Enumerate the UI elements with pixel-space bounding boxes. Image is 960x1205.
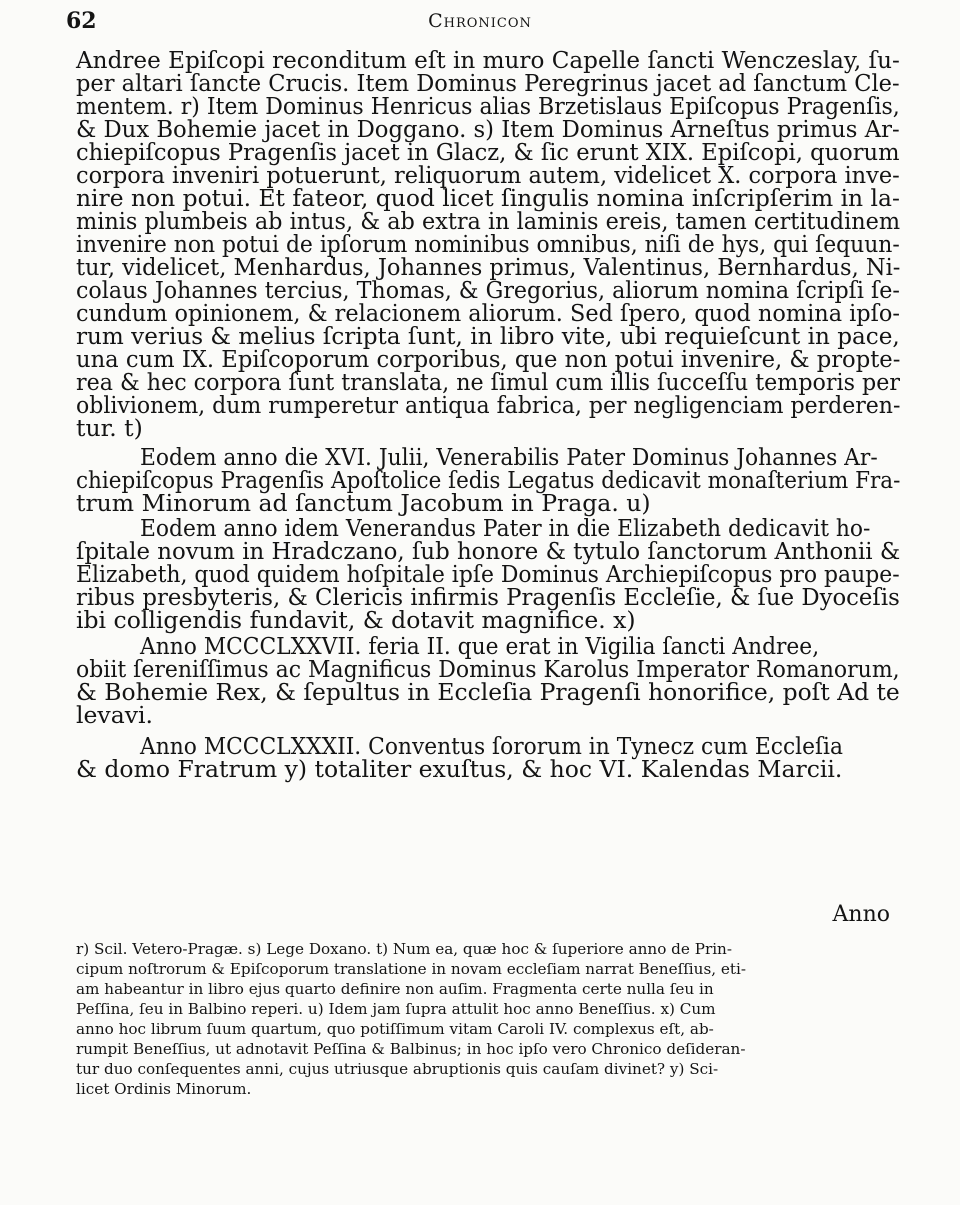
body-line: Anno MCCCLXXXII. Conventus ſororum in Tynecz cum Eccleſia [140, 732, 844, 760]
body-line: ſpitale novum in Hradczano, ſub honore & tytulo ſanctorum Anthonii & [76, 537, 901, 565]
footnote-line: anno hoc librum ſuum quartum, quo potiſſimum vitam Caroli IV. complexus eſt, ab- [76, 1020, 714, 1038]
footnote-line: r) Scil. Vetero-Pragæ. s) Lege Doxano. t) Num ea, quæ hoc & ſuperiore anno de Prin- [76, 940, 732, 958]
body-line: cundum opinionem, & relacionem aliorum. Sed ſpero, quod nomina ipſo- [76, 299, 900, 327]
catchword: Anno [832, 902, 890, 927]
body-line: levavi. [76, 701, 153, 729]
body-line: oblivionem, dum rumperetur antiqua fabrica, per negligenciam perderen- [76, 391, 901, 419]
body-line: Eodem anno die XVI. Julii, Venerabilis Pater Dominus Johannes Ar- [140, 443, 878, 471]
body-line: obiit ſereniſſimus ac Magnificus Dominus Karolus Imperator Romanorum, [76, 655, 900, 683]
body-line: ribus presbyteris, & Clericis infirmis Pragenſis Eccleſie, & ſue Dyoceſis [76, 583, 900, 611]
body-line: rea & hec corpora ſunt translata, ne ſimul cum illis ſucceſſu temporis per [76, 368, 900, 396]
body-line: trum Minorum ad ſanctum Jacobum in Praga. u) [76, 489, 651, 517]
footnote-line: am habeantur in libro ejus quarto definire non auſim. Fragmenta certe nulla ſeu in [76, 980, 714, 998]
body-line: ibi colligendis fundavit, & dotavit magnifice. x) [76, 606, 636, 634]
body-line: tur, videlicet, Menhardus, Johannes primus, Valentinus, Bernhardus, Ni- [76, 253, 901, 281]
footnote-line: rumpit Beneſſius, ut adnotavit Peſſina & Balbinus; in hoc ipſo vero Chronico deſideran- [76, 1040, 746, 1058]
body-line: rum verius & melius ſcripta ſunt, in libro vite, ubi requieſcunt in pace, [76, 322, 900, 350]
page-number: 62 [66, 8, 97, 34]
body-line: nire non potui. Et fateor, quod licet ſingulis nomina inſcripſerim in la- [76, 184, 900, 212]
body-line: Elizabeth, quod quidem hoſpitale ipſe Dominus Archiepiſcopus pro paupe- [76, 560, 900, 588]
body-line: invenire non potui de ipſorum nominibus omnibus, niſi de hys, qui ſequun- [76, 230, 900, 258]
body-line: chiepiſcopus Pragenſis jacet in Glacz, & ſic erunt XIX. Epiſcopi, quorum [76, 138, 900, 166]
body-line: & Dux Bohemie jacet in Doggano. s) Item Dominus Arneſtus primus Ar- [76, 115, 900, 143]
body-line: per altari ſancte Crucis. Item Dominus Peregrinus jacet ad ſanctum Cle- [76, 69, 900, 97]
running-title: Chronicon [428, 10, 532, 32]
body-line: una cum IX. Epiſcoporum corporibus, que non potui invenire, & propte- [76, 345, 901, 373]
body-line: chiepiſcopus Pragenſis Apoſtolice ſedis Legatus dedicavit monaſterium Fra- [76, 466, 901, 494]
body-line: colaus Johannes tercius, Thomas, & Gregorius, aliorum nomina ſcripſi ſe- [76, 276, 900, 304]
body-line: minis plumbeis ab intus, & ab extra in laminis ereis, tamen certitudinem [76, 207, 901, 235]
body-line: Anno MCCCLXXVII. feria II. que erat in Vigilia ſancti Andree, [140, 632, 820, 660]
footnote-line: Peſſina, ſeu in Balbino reperi. u) Idem jam ſupra attulit hoc anno Beneſſius. x) Cum [76, 1000, 716, 1018]
footnote-line: cipum noſtrorum & Epiſcoporum translatione in novam eccleſiam narrat Beneſſius, eti- [76, 960, 746, 978]
body-line: tur. t) [76, 414, 143, 442]
body-line: Eodem anno idem Venerandus Pater in die Elizabeth dedicavit ho- [140, 514, 871, 542]
body-line: corpora inveniri potuerunt, reliquorum autem, videlicet X. corpora inve- [76, 161, 900, 189]
body-line: Andree Epiſcopi reconditum eſt in muro Capelle ſancti Wenczeslay, ſu- [76, 46, 900, 74]
body-line: mentem. r) Item Dominus Henricus alias Brzetislaus Epiſcopus Pragenſis, [76, 92, 900, 120]
footnote-line: tur duo conſequentes anni, cujus utriusque abruptionis quis cauſam divinet? y) Sci- [76, 1060, 719, 1078]
body-line: & Bohemie Rex, & ſepultus in Eccleſia Pragenſi honorifice, poſt Ad te [76, 678, 900, 706]
footnote-line: licet Ordinis Minorum. [76, 1080, 252, 1098]
body-line: & domo Fratrum y) totaliter exuſtus, & hoc VI. Kalendas Marcii. [76, 755, 843, 783]
